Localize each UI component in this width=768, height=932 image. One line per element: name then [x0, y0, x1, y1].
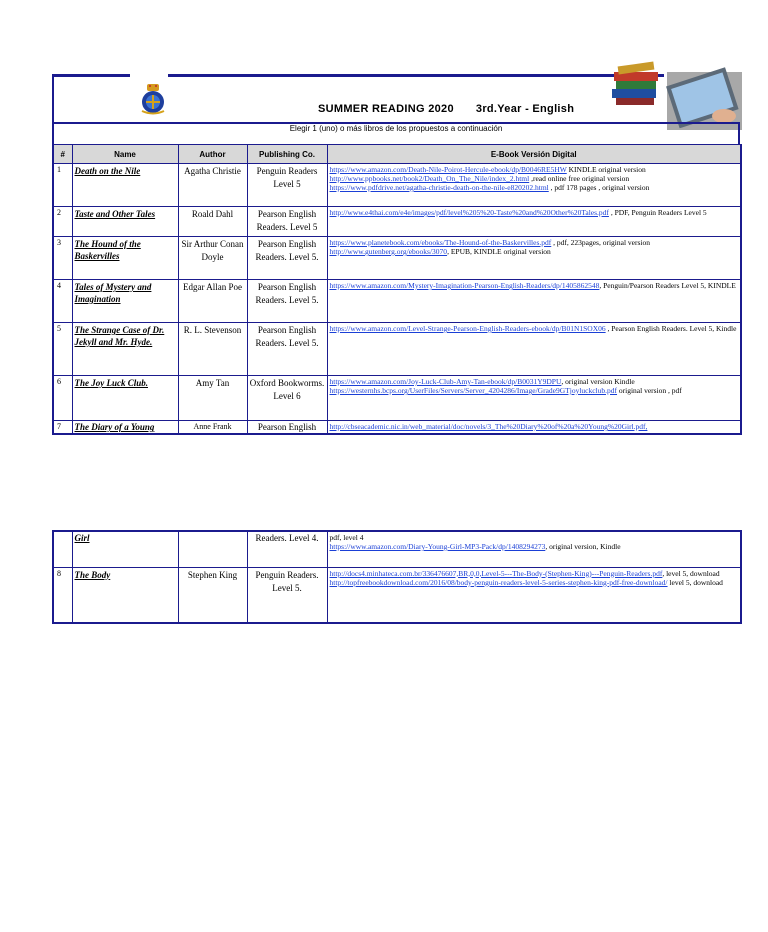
book-title: The Joy Luck Club. — [72, 376, 178, 421]
book-publisher: Readers. Level 4. — [247, 531, 327, 567]
ebook-note: , level 5, download — [662, 568, 720, 578]
table-row — [53, 323, 741, 376]
book-publisher: Pearson English Readers. Level 5. — [247, 237, 327, 280]
ebook-link[interactable]: http://www.ppbooks.net/book2/Death_On_The_Nile/index_2.html — [329, 174, 530, 183]
book-author: Stephen King — [178, 567, 247, 623]
table-row — [53, 237, 741, 280]
book-title: Death on the Nile — [72, 164, 178, 207]
ebook-links — [327, 164, 741, 207]
book-publisher: Oxford Bookworms. Level 6 — [247, 376, 327, 421]
book-author: Amy Tan — [178, 376, 247, 421]
ebook-link[interactable]: http://www.gutenberg.org/ebooks/3070 — [329, 247, 448, 256]
row-number — [53, 531, 72, 567]
col-header-num: # — [53, 145, 72, 164]
col-header-author: Author — [178, 145, 247, 164]
ebook-note: , Pearson English Readers. Level 5, Kindle — [605, 324, 737, 333]
book-title: The Strange Case of Dr. Jekyll and Mr. Hyde. — [72, 323, 178, 376]
book-publisher: Pearson English Readers. Level 5. — [247, 280, 327, 323]
ebook-link[interactable]: https://www.amazon.com/Death-Nile-Poirot-Hercule-ebook/dp/B0046RE5HW — [329, 165, 567, 174]
ebook-note: , Penguin/Pearson Readers Level 5, KINDLE — [599, 281, 736, 290]
row-number: 6 — [53, 376, 72, 421]
ebook-note: KINDLE original version — [566, 165, 646, 174]
ebook-note: ,read online free original version — [529, 174, 630, 183]
ebook-links — [327, 280, 741, 323]
page-title — [318, 103, 574, 115]
ebook-links — [327, 323, 741, 376]
ebook-link[interactable]: https://www.pdfdrive.net/agatha-christie-death-on-the-nile-e820202.html — [329, 183, 549, 192]
book-publisher: Pearson English — [247, 421, 327, 435]
table-row — [53, 280, 741, 323]
book-author: Anne Frank — [178, 421, 247, 435]
ebook-links — [327, 237, 741, 280]
table-row — [53, 376, 741, 421]
row-number: 1 — [53, 164, 72, 207]
reading-table-continued — [52, 530, 742, 624]
school-crest-icon — [136, 80, 170, 116]
book-title: Tales of Mystery and Imagination — [72, 280, 178, 323]
ebook-links — [327, 376, 741, 421]
ebook-link[interactable]: http://docs4.minhateca.com.br/336476607,BR,0,0,Level-5---The-Body-(Stephen-King)---Penguin-Readers.pdf — [329, 568, 663, 578]
book-title: The Body — [72, 567, 178, 623]
table-row — [53, 164, 741, 207]
reading-table — [52, 144, 742, 435]
ebook-links — [327, 531, 741, 567]
ebook-link[interactable]: https://www.planetebook.com/ebooks/The-Hound-of-the-Baskervilles.pdf — [329, 238, 552, 247]
book-publisher: Penguin Readers. Level 5. — [247, 567, 327, 623]
ebook-link[interactable]: http://www.e4thai.com/e4e/images/pdf/level%205%20-Taste%20and%20Other%20Tales.pdf — [329, 208, 609, 217]
ebook-note: , original version, Kindle — [545, 542, 621, 551]
ebook-link[interactable]: https://www.amazon.com/Joy-Luck-Club-Amy-Tan-ebook/dp/B0031Y9DPU — [329, 377, 562, 386]
book-author: R. L. Stevenson — [178, 323, 247, 376]
ebook-note: , PDF, Penguin Readers Level 5 — [608, 208, 707, 217]
table-header-row — [53, 145, 741, 164]
row-number: 7 — [53, 421, 72, 435]
book-author — [178, 531, 247, 567]
book-publisher: Penguin Readers Level 5 — [247, 164, 327, 207]
book-author: Roald Dahl — [178, 207, 247, 237]
ebook-note: , EPUB, KINDLE original version — [447, 247, 551, 256]
ebook-link[interactable]: https://www.amazon.com/Diary-Young-Girl-MP3-Pack/dp/1408294273 — [329, 542, 546, 551]
table-row — [53, 567, 741, 623]
title-course: 3rd.Year - English — [475, 103, 575, 115]
subtitle: Elegir 1 (uno) o más libros de los propuestos a continuación — [289, 124, 503, 133]
row-number: 2 — [53, 207, 72, 237]
book-title: The Diary of a Young — [72, 421, 178, 435]
book-author: Agatha Christie — [178, 164, 247, 207]
books-tablet-icon — [612, 50, 742, 130]
table-row — [53, 207, 741, 237]
ebook-links — [327, 421, 741, 435]
col-header-name: Name — [72, 145, 178, 164]
row-number: 8 — [53, 567, 72, 623]
ebook-link[interactable]: http://topfreebookdownload.com/2016/08/body-penguin-readers-level-5-series-stephen-king-pdf-free-download/ — [329, 577, 668, 587]
book-title: Girl — [72, 531, 178, 567]
col-header-publisher: Publishing Co. — [247, 145, 327, 164]
book-publisher: Pearson English Readers. Level 5. — [247, 323, 327, 376]
book-title: The Hound of the Baskervilles — [72, 237, 178, 280]
ebook-note: level 5, download — [667, 577, 723, 587]
book-title: Taste and Other Tales — [72, 207, 178, 237]
title-main: SUMMER READING 2020 — [318, 103, 454, 115]
row-number: 5 — [53, 323, 72, 376]
row-number: 4 — [53, 280, 72, 323]
ebook-note: , pdf 178 pages , original version — [548, 183, 650, 192]
ebook-note: pdf, level 4 — [329, 533, 364, 542]
ebook-links — [327, 207, 741, 237]
ebook-links — [327, 567, 741, 623]
book-author: Edgar Allan Poe — [178, 280, 247, 323]
col-header-ebook: E-Book Versión Digital — [327, 145, 741, 164]
row-number: 3 — [53, 237, 72, 280]
table-row — [53, 531, 741, 567]
table-row — [53, 421, 741, 435]
ebook-note: , original version Kindle — [561, 377, 635, 386]
ebook-note: original version , pdf — [617, 386, 682, 395]
book-author: Sir Arthur Conan Doyle — [178, 237, 247, 280]
ebook-link[interactable]: https://www.amazon.com/Mystery-Imagination-Pearson-English-Readers/dp/1405862548 — [329, 281, 600, 290]
ebook-link[interactable]: https://www.amazon.com/Level-Strange-Pearson-English-Readers-ebook/dp/B01N1SOX06 — [329, 324, 606, 333]
ebook-link[interactable]: http://cbseacademic.nic.in/web_material/doc/novels/3_The%20Diary%20of%20a%20Young%20Girl.pdf, — [329, 422, 648, 431]
book-publisher: Pearson English Readers. Level 5 — [247, 207, 327, 237]
ebook-link[interactable]: https://westernhs.bcps.org/UserFiles/Servers/Server_4204286/Image/Grade9GTjoyluckclub.pdf — [329, 386, 618, 395]
ebook-note: , pdf, 223pages, original version — [551, 238, 650, 247]
